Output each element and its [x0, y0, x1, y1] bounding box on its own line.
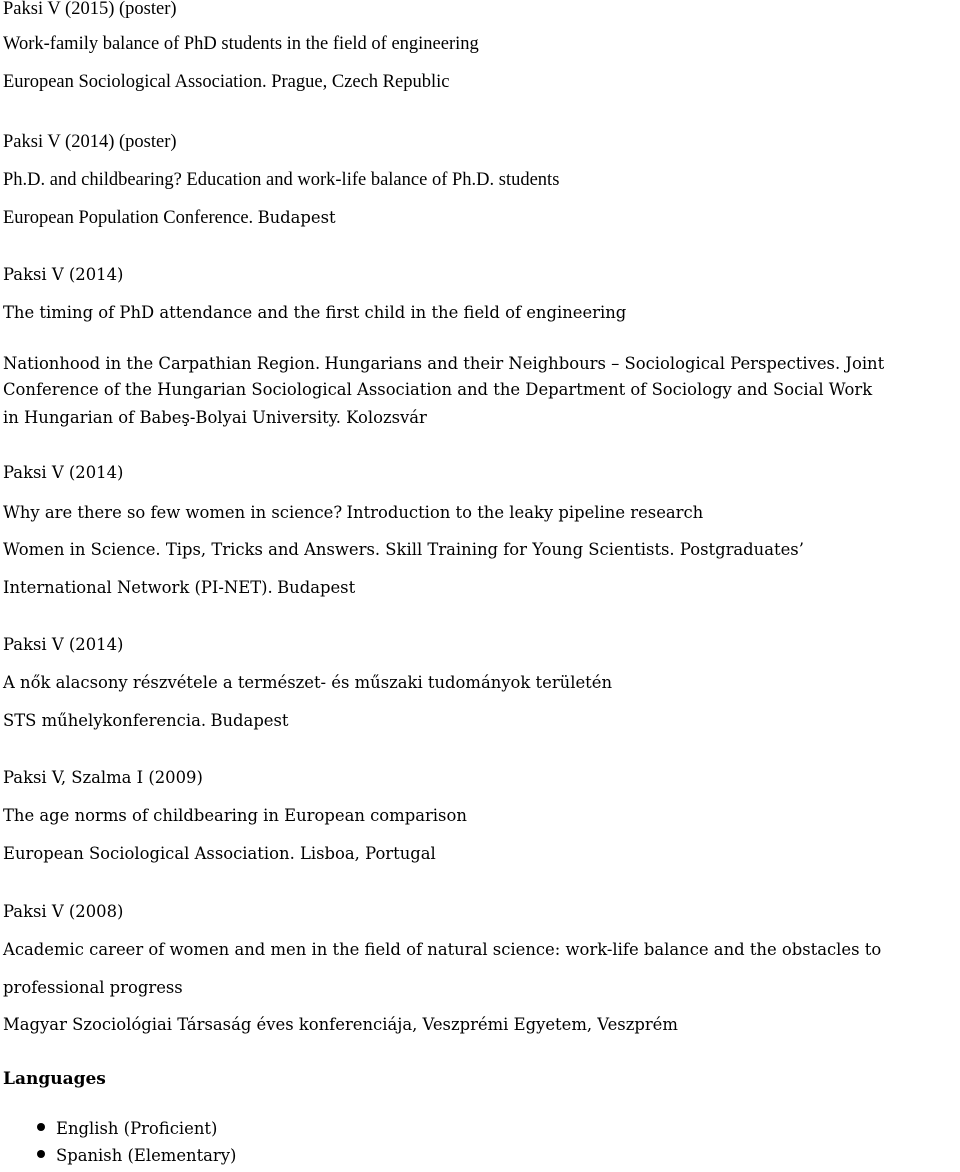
- venue-name: Nationhood in the Carpathian Region.: [3, 354, 321, 373]
- entry-author: Paksi V (2014) (poster): [3, 132, 177, 152]
- entry-venue-continued: [3, 576, 355, 599]
- entry-venue: European Sociological Association. Lisboa, Portugal: [3, 844, 436, 863]
- entry-venue: European Sociological Association. Prague, Czech Republic: [3, 72, 450, 92]
- entry-title-continued: professional progress: [3, 978, 183, 997]
- entry-venue: Magyar Szociológiai Társaság éves konferenciája, Veszprémi Egyetem, Veszprém: [3, 1015, 678, 1034]
- venue-name: International Network (PI-NET).: [3, 578, 273, 597]
- entry-venue-continued: in Hungarian of Babeş-Bolyai University. Kolozsvár: [3, 408, 427, 427]
- entry-author: Paksi V (2014): [3, 265, 124, 284]
- entry-author: Paksi V (2015) (poster): [3, 0, 177, 19]
- bullet-icon: [37, 1123, 45, 1131]
- entry-author: Paksi V (2014): [3, 635, 124, 654]
- entry-venue-continued: Conference of the Hungarian Sociological Association and the Department of Sociology and Social Work: [3, 380, 873, 399]
- entry-title: The age norms of childbearing in European comparison: [3, 806, 467, 825]
- entry-title: The timing of PhD attendance and the first child in the field of engineering: [3, 303, 627, 322]
- title-subtitle: Introduction to the leaky pipeline research: [346, 503, 704, 522]
- languages-heading: Languages: [3, 1069, 106, 1089]
- entry-author: Paksi V (2008): [3, 902, 124, 921]
- entry-author: Paksi V (2014): [3, 463, 124, 482]
- venue-city: Budapest: [210, 711, 289, 730]
- entry-author: Paksi V, Szalma I (2009): [3, 768, 203, 787]
- venue-city: Budapest: [277, 578, 356, 597]
- venue-city: Budapest: [257, 208, 336, 227]
- languages-list: [0, 1118, 236, 1172]
- entry-title: A nők alacsony részvétele a természet- és műszaki tudományok területén: [3, 673, 613, 692]
- venue-name: STS műhelykonferencia.: [3, 711, 207, 730]
- entry-venue: [3, 709, 289, 732]
- entry-title: [3, 501, 703, 524]
- entry-venue: [3, 352, 884, 375]
- entry-venue: Women in Science. Tips, Tricks and Answers. Skill Training for Young Scientists. Postgraduates’: [3, 540, 804, 559]
- bullet-icon: [37, 1150, 45, 1158]
- entry-title: Academic career of women and men in the field of natural science: work-life balance and the obstacles to: [3, 940, 882, 959]
- venue-detail: Hungarians and their Neighbours – Sociological Perspectives. Joint: [324, 354, 885, 373]
- entry-title: Work-family balance of PhD students in the field of engineering: [3, 34, 479, 54]
- title-question: Why are there so few women in science?: [3, 503, 343, 522]
- entry-venue: [3, 206, 336, 229]
- language-label: English (Proficient): [56, 1119, 218, 1138]
- entry-title: Ph.D. and childbearing? Education and work-life balance of Ph.D. students: [3, 170, 560, 190]
- language-item: [0, 1118, 236, 1145]
- language-label: Spanish (Elementary): [56, 1146, 237, 1165]
- venue-name: European Population Conference.: [3, 208, 254, 228]
